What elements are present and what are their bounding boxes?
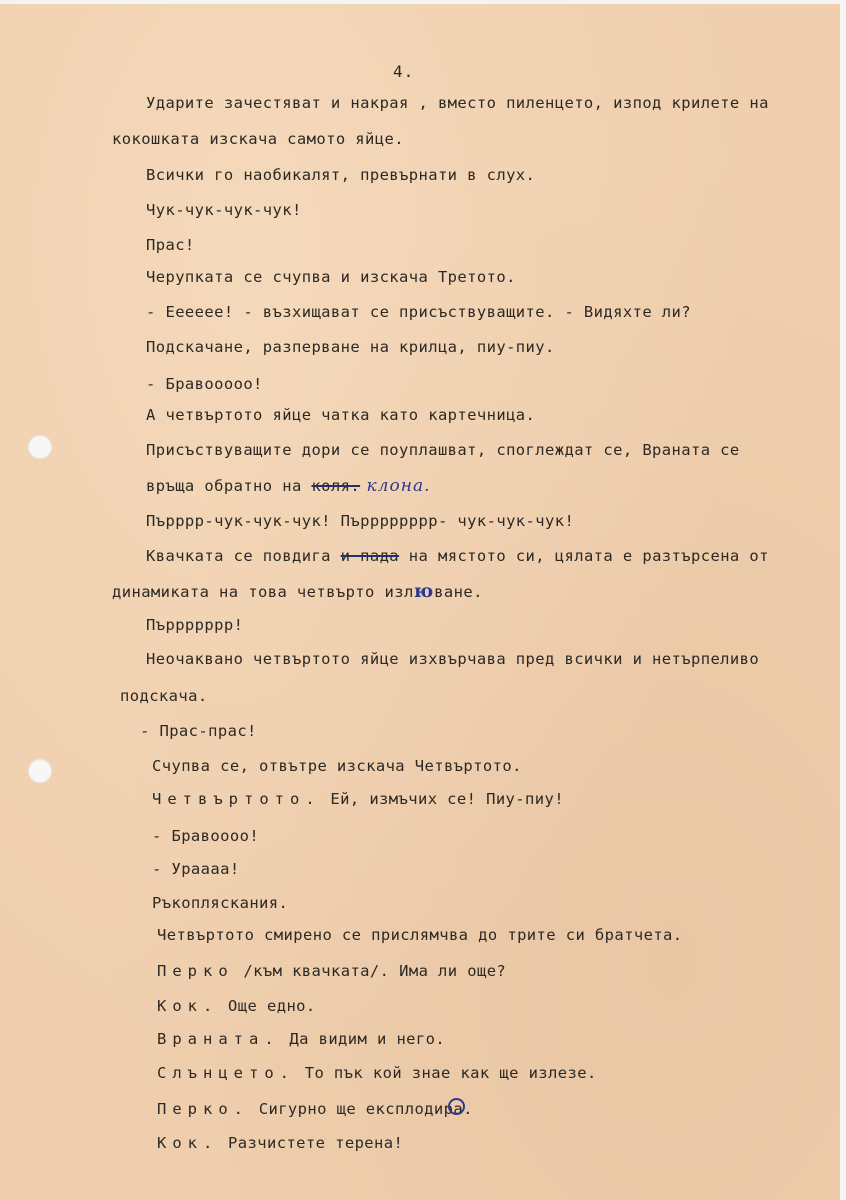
text-line: Пъррррррр! [146,616,244,634]
speaker-name: Перко [157,962,234,980]
speaker-name: Четвъртото. [152,790,321,808]
text-line: Присъствуващите дори се поуплашват, споглеждат се, Враната се [146,441,740,459]
text-line-corrected [112,582,483,601]
text-line: Ръкопляскания. [152,894,289,912]
speech-line [152,790,564,808]
text-line: Чук-чук-чук-чук! [146,201,302,219]
text-line-corrected [146,477,430,495]
typewritten-page [0,4,840,1200]
speech-text: /към квачката/. Има ли още? [233,962,507,980]
speech-text: Ей, измъчих се! Пиу-пиу! [320,790,564,808]
ink-circle-mark [448,1098,465,1115]
handwritten-correction: клона. [360,476,431,496]
speech-text: Да видим и него. [279,1030,446,1048]
text-line: подскача. [120,687,208,705]
text-line-corrected [146,547,769,565]
text-line: Подскачане, разперване на крилца, пиу-пиу. [146,338,555,356]
speech-text: Сигурно ще експлодира. [249,1100,473,1118]
text-line: - Урааaa! [152,860,240,878]
typed-text: динамиката на това четвърто изл [112,583,414,601]
text-line: Прас! [146,236,195,254]
page-edge [840,0,846,1200]
text-line: - Прас-прас! [140,722,257,740]
correction-mark: ю [413,580,435,602]
speech-line [157,1134,403,1152]
punch-hole [28,435,52,459]
speech-line [157,1100,473,1118]
text-line: Неочаквано четвъртото яйце изхвърчава пред всички и нетърпеливо [146,650,760,668]
text-line: - Еееееe! - възхищават се присъствуващите. - Видяхте ли? [146,303,691,321]
speech-line [157,997,316,1015]
speaker-name: Перко. [157,1100,249,1118]
typed-text: връща обратно на [146,477,312,495]
typed-text: Квачката се повдига [146,547,331,565]
typed-text: ване. [434,583,483,601]
speaker-name: Враната. [157,1030,280,1048]
page-number: 4. [393,62,415,81]
speech-line [157,1030,445,1048]
text-line: А четвъртото яйце чатка като картечница. [146,406,536,424]
speaker-name: Слънцето. [157,1064,295,1082]
text-line: Ударите зачестяват и накрая , вместо пиленцето, изпод крилете на [146,94,769,112]
speaker-name: Кок. [157,1134,219,1152]
text-line: Всички го наобикалят, превърнати в слух. [146,166,536,184]
speech-text: Още едно. [218,997,316,1015]
text-line: - Бравооооо! [146,375,263,393]
text-line: - Бравоооо! [152,827,260,845]
text-line: Пърррр-чук-чук-чук! Пърррррррр- чук-чук-чук! [146,512,575,530]
speech-text: То пък кой знае как ще излезе. [295,1064,597,1082]
struck-word: коля. [311,477,361,495]
speech-text: Разчистете терена! [218,1134,404,1152]
text-line: Четвъртото смирено се прислямчва до трите си братчета. [157,926,683,944]
speaker-name: Кок. [157,997,219,1015]
text-line: кокошката изскача самото яйце. [112,130,404,148]
text-line: Счупва се, отвътре изскача Четвъртото. [152,757,522,775]
typed-text: на мястото си, цялата е разтърсена от [399,547,769,565]
struck-word: и пада [340,547,400,565]
speech-line [157,1064,597,1082]
text-line: Черупката се счупва и изскача Третото. [146,268,516,286]
punch-hole [28,759,52,783]
speech-line [157,962,506,980]
